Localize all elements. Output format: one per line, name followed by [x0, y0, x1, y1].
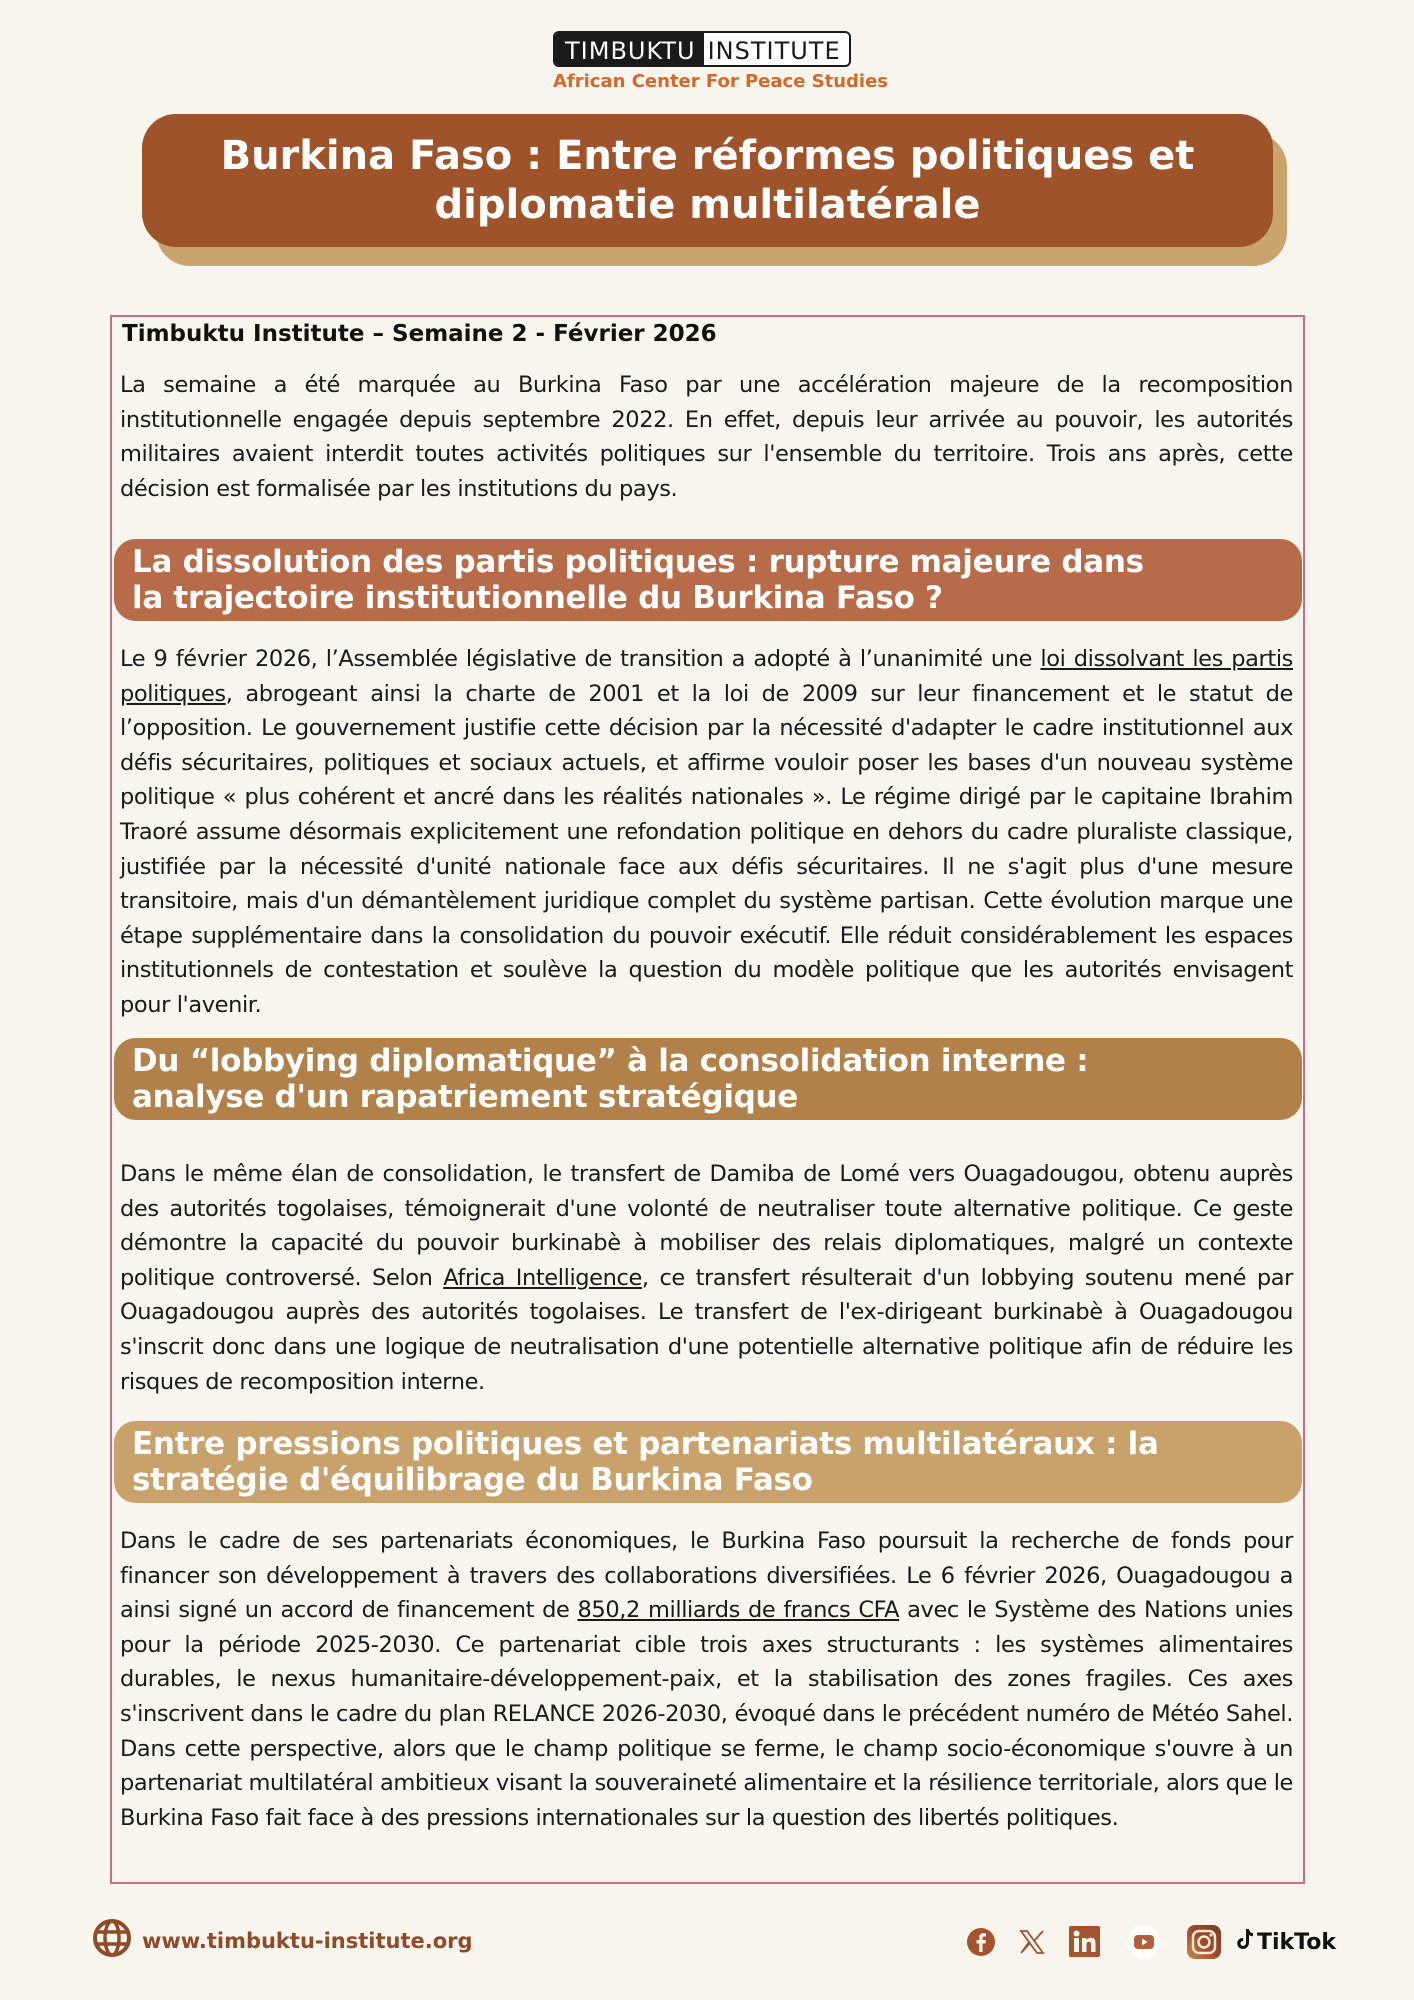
x-icon[interactable]	[1018, 1928, 1046, 1956]
paragraph-text: Le 9 février 2026, l’Assemblée législative de transition a adopté à l’unanimité une	[120, 646, 1041, 672]
section-paragraph-partenariats	[120, 1524, 1293, 1835]
logo-right-text: INSTITUTE	[704, 33, 849, 65]
link-africa-intelligence[interactable]: Africa Intelligence	[443, 1264, 642, 1291]
section-heading-line: Entre pressions politiques et partenariats multilatéraux : la	[132, 1426, 1159, 1462]
footer-website-link[interactable]	[92, 1918, 473, 1963]
tiktok-link[interactable]	[1236, 1928, 1336, 1956]
section-heading-line: Du “lobbying diplomatique” à la consolidation interne :	[132, 1043, 1089, 1079]
section-heading-partenariats	[114, 1421, 1302, 1503]
social-links	[966, 1924, 1336, 1960]
timbuktu-institute-logo	[553, 31, 851, 67]
tiktok-icon	[1236, 1928, 1254, 1956]
logo-left-text: TIMBUKTU	[555, 33, 704, 65]
paragraph-text: Dans le même élan de consolidation, le transfert de Damiba de Lomé vers Ouagadougou, obtenu auprès des autorités togolaises, témoignerait d'une volonté de neutraliser toute alternative politique. Ce geste démontre la capacité du pouvoir burkinabè à mobiliser des relais diplomatiques, malgré un contexte politique controversé. Selon	[120, 1161, 1293, 1291]
website-url: www.timbuktu-institute.org	[142, 1928, 473, 1953]
section-heading-line: analyse d'un rapatriement stratégique	[132, 1079, 799, 1115]
article-box	[110, 315, 1305, 1884]
issue-weekline: Timbuktu Institute – Semaine 2 - Février 2026	[122, 321, 717, 347]
facebook-icon[interactable]	[966, 1927, 996, 1957]
intro-paragraph: La semaine a été marquée au Burkina Faso par une accélération majeure de la recomposition institutionnelle engagée depuis septembre 2022. En effet, depuis leur arrivée au pouvoir, les autorités militaires avaient interdit toutes activités politiques sur l'ensemble du territoire. Trois ans après, cette décision est formalisée par les institutions du pays.	[120, 372, 1293, 502]
paragraph-text: , ce transfert résulterait d'un lobbying soutenu mené par Ouagadougou auprès des autorités togolaises. Le transfert de l'ex-dirigeant burkinabè à Ouagadougou s'inscrit donc dans une logique de neutralisation d'une potentielle alternative politique afin de réduire les risques de recomposition interne.	[120, 1264, 1294, 1395]
section-paragraph-lobbying	[120, 1157, 1293, 1399]
instagram-icon[interactable]	[1186, 1924, 1222, 1960]
section-heading-line: La dissolution des partis politiques : rupture majeure dans	[132, 544, 1144, 580]
tiktok-label: TikTok	[1257, 1929, 1337, 1955]
logo-tagline: African Center For Peace Studies	[553, 71, 889, 92]
title-banner	[142, 114, 1273, 247]
section-heading-line: la trajectoire institutionnelle du Burkina Faso ?	[132, 580, 943, 616]
link-850-milliards[interactable]: 850,2 milliards de francs CFA	[577, 1597, 900, 1624]
section-heading-lobbying	[114, 1038, 1302, 1120]
page-title: Burkina Faso : Entre réformes politiques et diplomatie multilatérale	[220, 132, 1195, 228]
link-loi-dissolvant[interactable]: loi dissolvant les partis politiques	[120, 646, 1294, 707]
paragraph-text: avec le Système des Nations unies pour la période 2025-2030. Ce partenariat cible trois axes structurants : les systèmes alimentaires durables, le nexus humanitaire-développement-paix, et la stabilisation des zones fragiles. Ces axes s'inscrivent dans le cadre du plan RELANCE 2026-2030, évoqué dans le précédent numéro de Météo Sahel. Dans cette perspective, alors que le champ politique se ferme, le champ socio-économique s'ouvre à un partenariat multilatéral ambitieux visant la souveraineté alimentaire et la résilience territoriale, alors que le Burkina Faso fait face à des pressions internationales sur la question des libertés politiques.	[120, 1597, 1293, 1831]
paragraph-text: , abrogeant ainsi la charte de 2001 et la loi de 2009 sur leur financement et le statut de l’opposition. Le gouvernement justifie cette décision par la nécessité d'adapter le cadre institutionnel aux défis sécuritaires, politiques et sociaux actuels, et affirme vouloir poser les bases d'un nouveau système politique « plus cohérent et ancré dans les réalités nationales ». Le régime dirigé par le capitaine Ibrahim Traoré assume désormais explicitement une refondation politique en dehors du cadre pluraliste classique, justifiée par la nécessité d'unité nationale face aux défis sécuritaires. Il ne s'agit plus d'une mesure transitoire, mais d'un démantèlement juridique complet du système partisan. Cette évolution marque une étape supplémentaire dans la consolidation du pouvoir exécutif. Elle réduit considérablement les espaces institutionnels de contestation et soulève la question du modèle politique que les autorités envisagent pour l'avenir.	[120, 680, 1293, 1018]
section-heading-line: stratégie d'équilibrage du Burkina Faso	[132, 1462, 813, 1498]
youtube-icon[interactable]	[1126, 1924, 1162, 1960]
globe-icon	[92, 1918, 132, 1963]
linkedin-icon[interactable]	[1068, 1925, 1102, 1959]
section-paragraph-dissolution	[120, 642, 1293, 1023]
section-heading-dissolution	[114, 539, 1302, 621]
paragraph-text: Dans le cadre de ses partenariats économiques, le Burkina Faso poursuit la recherche de fonds pour financer son développement à travers des collaborations diversifiées. Le 6 février 2026, Ouagadougou a ainsi signé un accord de financement de	[120, 1528, 1293, 1624]
